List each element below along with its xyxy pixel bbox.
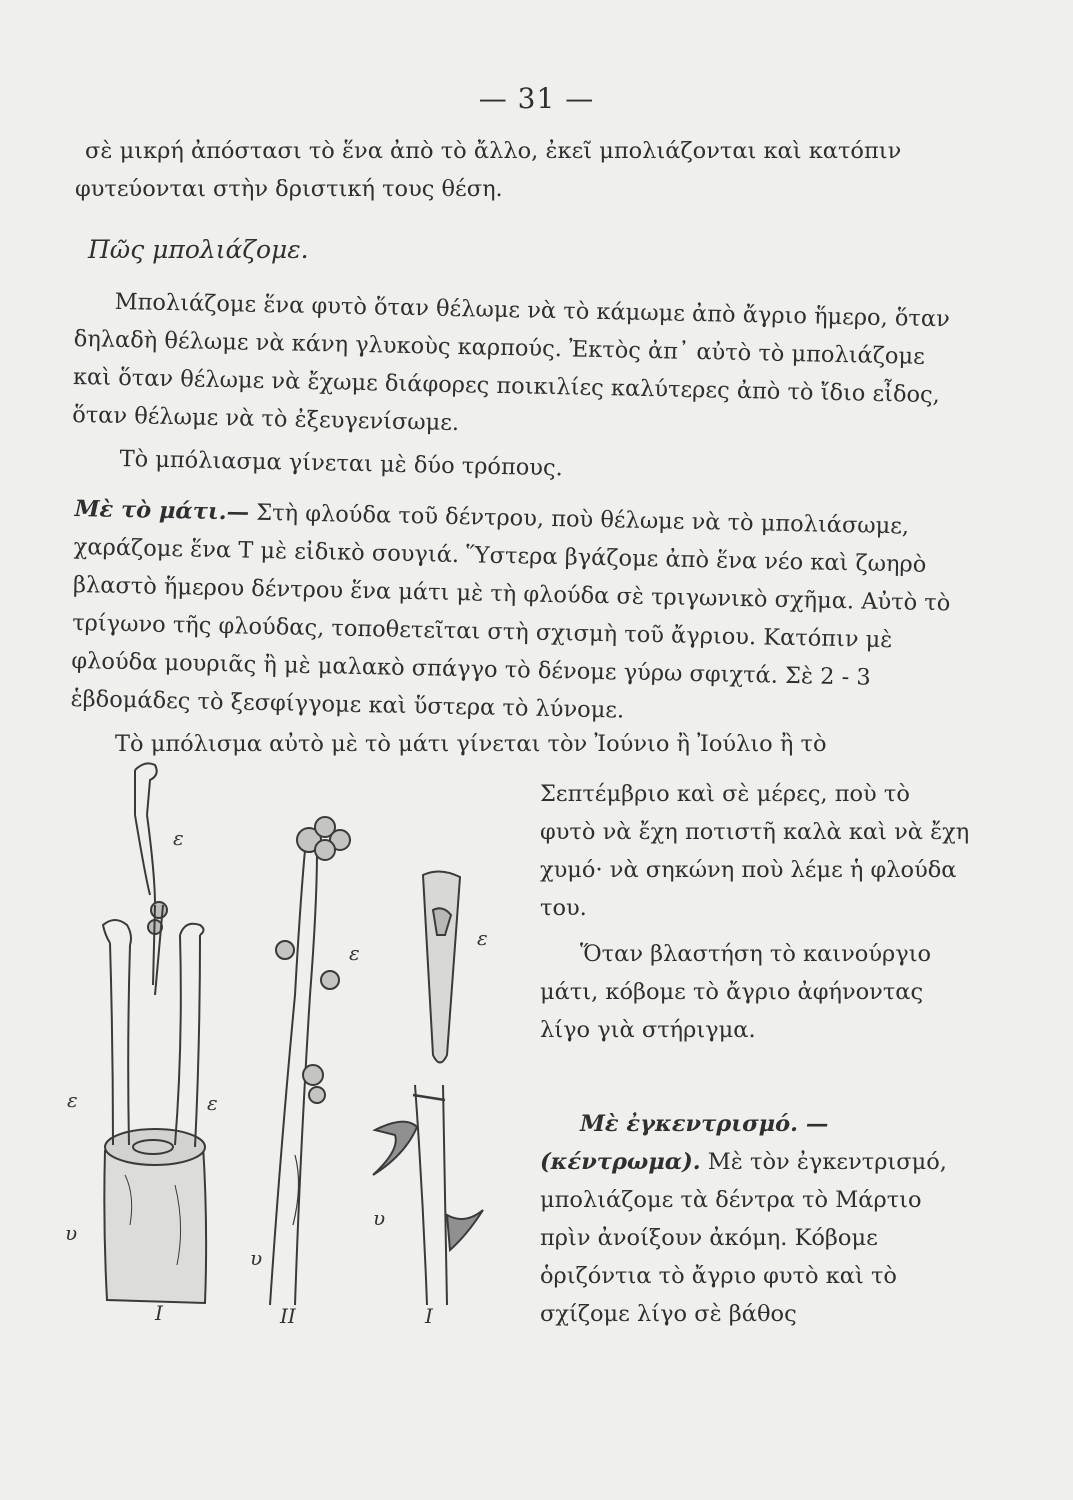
figure-label-e-1: ε [173,826,184,850]
figure-label-u-1: υ [65,1221,78,1245]
page-number: — 31 — [478,82,595,115]
figure-label-u-2: υ [250,1246,263,1270]
grafting-illustration [55,755,535,1335]
figure-label-e-3: ε [207,1091,218,1115]
paragraph-bud-text: Στὴ φλούδα τοῦ δέντρου, ποὺ θέλωμε νὰ τὸ μπολιάσωμε, χαράζομε ἕνα Τ μὲ εἰδικὸ σουγιά. Ὕστερα βγάζομε ἀπὸ ἕνα νέο καὶ ζωηρὸ βλαστὸ ἥμερου δέντρου ἕνα μάτι μὲ τὴ φλούδα σὲ τριγωνικὸ σχῆμα. Αὐτὸ τὸ τρίγωνο τῆς φλούδας, τοποθετεῖται στὴ σχισμὴ τοῦ ἄγριου. Κατόπιν μὲ φλούδα μουριᾶς ἢ μὲ μαλακὸ σπάγγο τὸ δένομε γύρω σφιχτά. Σὲ 2 - 3 ἑβδομάδες τὸ ξεσφίγγομε καὶ ὕστερα τὸ λύνομε. [70,499,951,724]
paragraph-bud-time-cont: Σεπτέμβριο καὶ σὲ μέρες, ποὺ τὸ φυτὸ νὰ ἔχη ποτιστῆ καλὰ καὶ νὰ ἔχη χυμό· νὰ σηκώνη ποὺ λέμε ἡ φλούδα του. [540,781,970,921]
paragraph-bud-time: Τὸ μπόλισμα αὐτὸ μὲ τὸ μάτι γίνεται τὸν Ἰούνιο ἢ Ἰούλιο ἢ τὸ [115,731,827,757]
paragraph-graft-text: Μὲ τὸν ἐγκεντρισμό, μπολιάζομε τὰ δέντρα τὸ Μάρτιο πρὶν ἀνοίξουν ἀκόμη. Κόβομε ὁριζόντια τὸ ἄγριο φυτὸ καὶ τὸ σχίζομε λίγο σὲ βάθος [540,1149,947,1327]
figure-number-3: I [425,1304,433,1328]
grafting-figure [55,755,535,1335]
figure-label-u-3: υ [373,1206,386,1230]
paragraph-graft [540,1105,970,1333]
paragraph-two-ways: Τὸ μπόλιασμα γίνεται μὲ δύο τρόπους. [119,445,564,482]
section-heading-bud: Μὲ τὸ μάτι.— [74,495,250,526]
section-heading-graft: Μὲ ἐγκεντρισμό. — (κέντρωμα). [540,1111,829,1175]
figure-number-1: I [155,1301,163,1325]
section-heading-how: Πῶς μπολιάζομε. [88,235,309,264]
figure-label-e-4: ε [349,941,360,965]
figure-label-e-2: ε [67,1088,78,1112]
paragraph-bud [70,490,965,737]
paragraph-intro: σὲ μικρή ἀπόστασι τὸ ἕνα ἀπὸ τὸ ἄλλο, ἐκεῖ μπολιάζονται καὶ κατόπιν φυτεύονται στὴν δριστική τους θέση. [75,138,902,202]
figure-number-2: II [280,1304,296,1328]
figure-label-e-5: ε [477,926,488,950]
paragraph-how: Μπολιάζομε ἕνα φυτὸ ὅταν θέλωμε νὰ τὸ κάμωμε ἀπὸ ἄγριο ἥμερο, ὅταν δηλαδὴ θέλωμε νὰ κάνη γλυκοὺς καρπούς. Ἐκτὸς ἀπ᾽ αὐτὸ τὸ μπολιάζομε καὶ ὅταν θέλωμε νὰ ἔχωμε διάφορες ποικιλίες καλύτερες ἀπὸ τὸ ἴδιο εἶδος, ὅταν θέλωμε νὰ τὸ ἐξευγενίσωμε. [71,288,951,437]
paragraph-sprout: Ὅταν βλαστήση τὸ καινούργιο μάτι, κόβομε τὸ ἄγριο ἀφήνοντας λίγο γιὰ στήριγμα. [540,941,932,1043]
